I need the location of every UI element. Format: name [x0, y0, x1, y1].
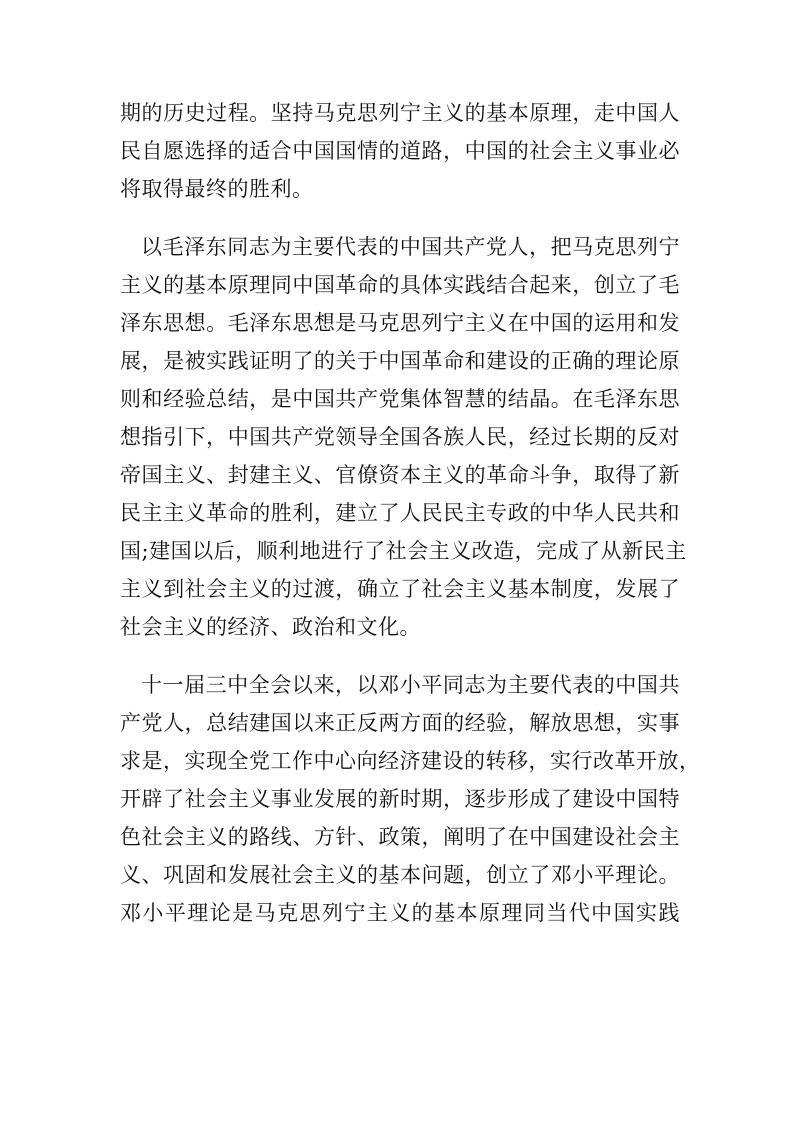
paragraph-line: 泽东思想。毛泽东思想是马克思列宁主义在中国的运用和发 [120, 311, 680, 335]
paragraph-line: 求是，实现全党工作中心向经济建设的转移，实行改革开放， [120, 749, 701, 773]
paragraph-line: 色社会主义的路线、方针、政策，阐明了在中国建设社会主 [120, 825, 680, 849]
paragraph-line: 义、巩固和发展社会主义的基本问题，创立了邓小平理论。 [120, 863, 680, 887]
paragraph-line: 开辟了社会主义事业发展的新时期，逐步形成了建设中国特 [120, 787, 680, 811]
paragraph-line: 民自愿选择的适合中国国情的道路，中国的社会主义事业必 [120, 139, 680, 163]
paragraph-line: 国;建国以后，顺利地进行了社会主义改造，完成了从新民主 [120, 539, 687, 563]
paragraph-line: 社会主义的经济、政治和文化。 [120, 615, 421, 639]
paragraph-line: 帝国主义、封建主义、官僚资本主义的革命斗争，取得了新 [120, 463, 680, 487]
paragraph-line: 期的历史过程。坚持马克思列宁主义的基本原理，走中国人 [120, 101, 680, 125]
paragraph-line: 产党人，总结建国以来正反两方面的经验，解放思想，实事 [120, 711, 680, 735]
paragraph-line: 想指引下，中国共产党领导全国各族人民，经过长期的反对 [120, 425, 680, 449]
paragraph-line: 主义的基本原理同中国革命的具体实践结合起来，创立了毛 [120, 273, 680, 297]
paragraph-gap [120, 208, 680, 228]
paragraph-3 [120, 666, 701, 932]
paragraph-2 [120, 228, 687, 646]
paragraph-line: 将取得最终的胜利。 [120, 177, 314, 201]
paragraph-line: 展，是被实践证明了的关于中国革命和建设的正确的理论原 [120, 349, 680, 373]
paragraph-line: 十一届三中全会以来，以邓小平同志为主要代表的中国共 [141, 673, 680, 697]
paragraph-line: 主义到社会主义的过渡，确立了社会主义基本制度，发展了 [120, 577, 680, 601]
paragraph-gap [120, 646, 680, 666]
document-body [120, 94, 701, 932]
paragraph-line: 以毛泽东同志为主要代表的中国共产党人，把马克思列宁 [141, 235, 680, 259]
paragraph-line: 邓小平理论是马克思列宁主义的基本原理同当代中国实践 [120, 901, 680, 925]
paragraph-line: 则和经验总结，是中国共产党集体智慧的结晶。在毛泽东思 [120, 387, 680, 411]
paragraph-1 [120, 94, 680, 208]
paragraph-line: 民主主义革命的胜利，建立了人民民主专政的中华人民共和 [120, 501, 680, 525]
